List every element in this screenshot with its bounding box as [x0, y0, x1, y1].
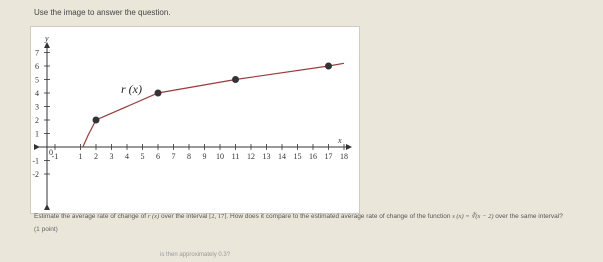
y-tick-label: -2	[32, 170, 39, 179]
answer-preview-text: is then approximately 0.3?	[160, 252, 231, 258]
origin-label: 0	[49, 148, 53, 157]
x-tick-label: 18	[340, 152, 348, 161]
x-tick-label: 5	[140, 152, 145, 161]
question-text	[34, 212, 563, 220]
x-tick-label: 16	[309, 152, 317, 161]
y-axis-label: y	[45, 34, 49, 43]
x-tick-label: 1	[78, 152, 83, 161]
question-part2: over the interval	[159, 213, 210, 220]
x-tick-label: 11	[231, 152, 240, 161]
question-part1: Estimate the average rate of change of	[34, 213, 148, 220]
y-tick-label: 1	[35, 129, 39, 139]
x-tick-label: 12	[247, 152, 255, 161]
curve-label: r (x)	[121, 82, 142, 96]
x-tick-label: 2	[94, 152, 98, 161]
y-tick-label: 5	[35, 75, 39, 85]
curve-point	[93, 117, 100, 124]
function-r: r (x)	[147, 213, 160, 220]
x-axis-label: x	[338, 136, 342, 145]
function-s: s (x) = ∛(x − 2)	[452, 213, 494, 220]
graph-card	[30, 26, 360, 214]
instruction-text: Use the image to answer the question.	[34, 8, 171, 17]
y-tick-label: 4	[35, 89, 39, 98]
y-tick-label: 7	[35, 48, 39, 58]
y-tick-label: -1	[32, 156, 39, 166]
curve-point	[232, 76, 239, 83]
x-tick-label: 13	[262, 152, 271, 161]
curve-point	[325, 63, 332, 70]
x-tick-label: 3	[109, 152, 114, 161]
y-tick-label: 3	[35, 102, 39, 112]
points-label: (1 point)	[34, 226, 58, 233]
curve-point	[155, 90, 162, 97]
x-tick-label: 7	[171, 152, 176, 161]
x-tick-label: 17	[324, 152, 333, 161]
y-tick-label: 6	[35, 62, 39, 71]
interval-value: [2, 17]	[209, 213, 227, 220]
question-part3: . How does it compare to the estimated average rate of change of the function	[226, 213, 453, 220]
question-part4: over the same interval?	[493, 213, 563, 220]
x-tick-label: -1	[51, 152, 59, 161]
y-tick-label: 2	[35, 116, 39, 125]
x-tick-label: 15	[293, 152, 302, 161]
x-tick-label: 14	[278, 152, 286, 161]
x-tick-label: 4	[125, 152, 129, 161]
x-tick-label: 10	[216, 152, 224, 161]
x-tick-label: 8	[187, 152, 191, 161]
function-graph	[31, 27, 359, 213]
r-curve	[83, 63, 344, 147]
x-tick-label: 9	[202, 152, 207, 161]
x-tick-label: 6	[156, 152, 160, 161]
